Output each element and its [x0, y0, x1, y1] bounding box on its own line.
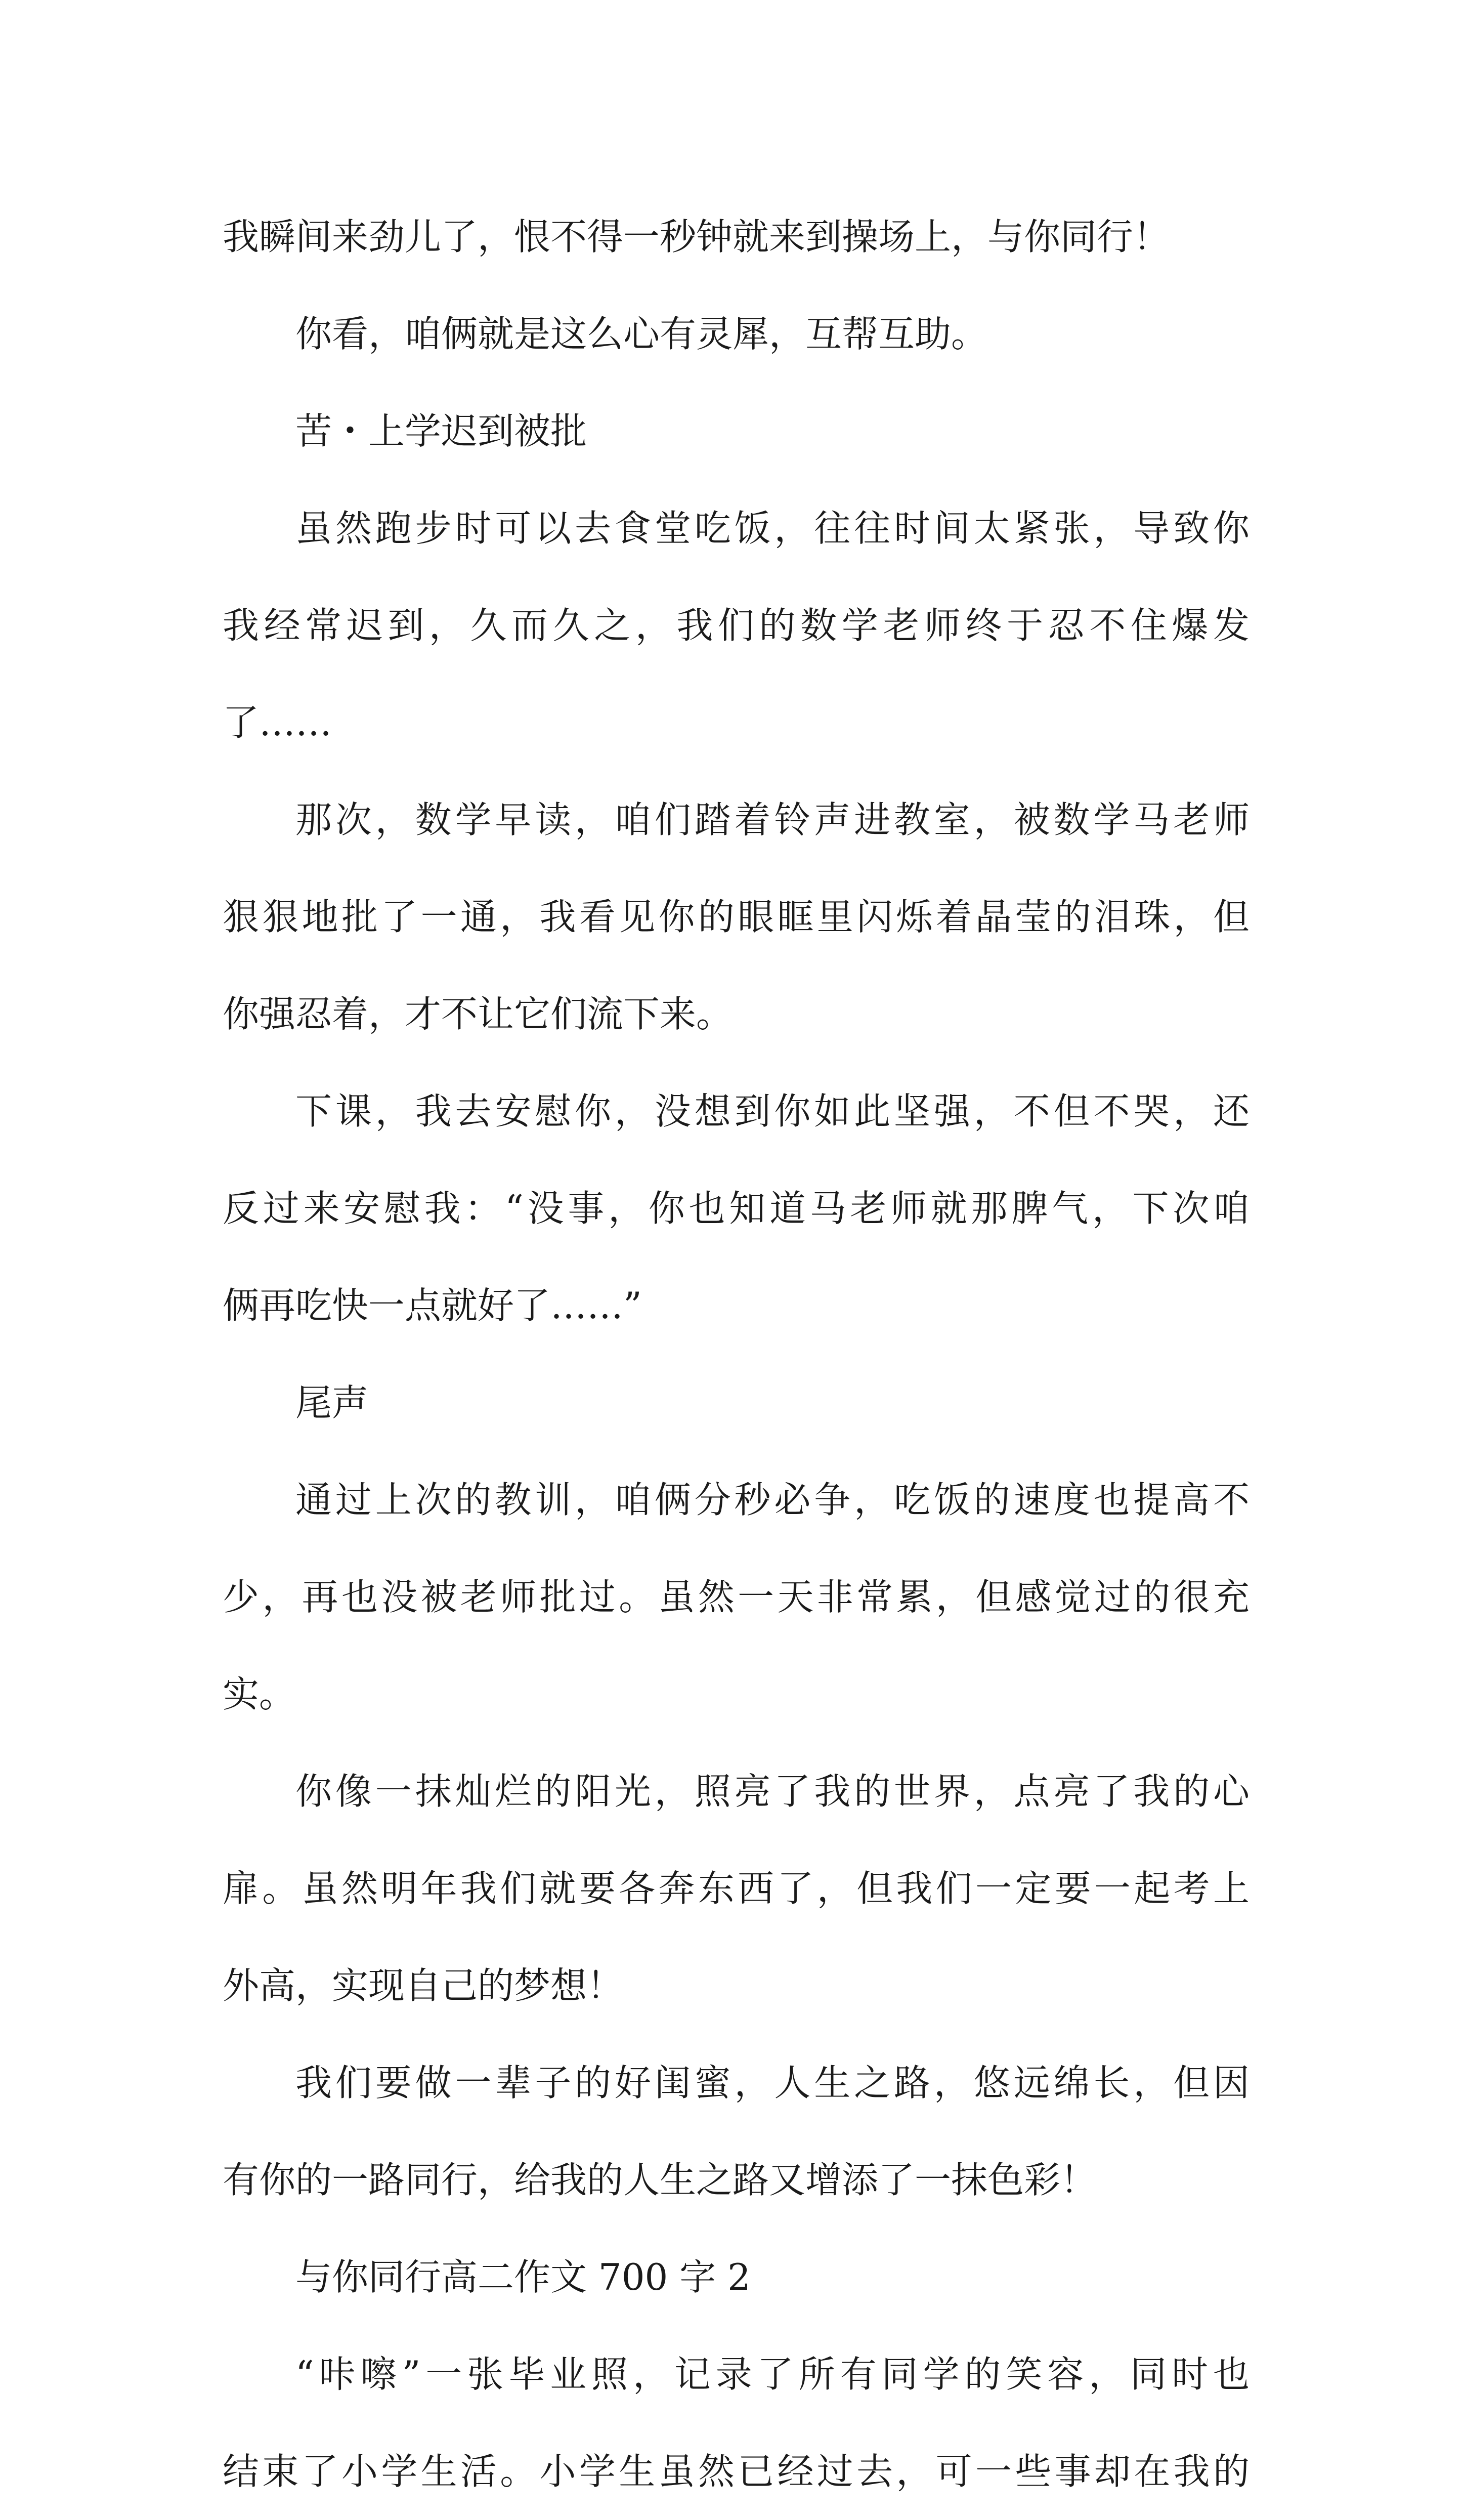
document-body	[223, 188, 1250, 2520]
text-line: 通过上次的教训，咱俩分秒必争，吃饭的速度也提高不	[295, 1479, 1250, 1521]
essay-title: 与你同行高二作文 700 字 2	[295, 2256, 751, 2298]
text-line: 你看，咱俩就是这么心有灵犀，互帮互助。	[295, 313, 988, 355]
text-line: 结束了小学生活。小学生虽然已经过去，可一些事却在我的	[223, 2450, 1250, 2493]
text-line: 少，再也没被老师批过。虽然一天非常累，但感觉过的很充	[223, 1576, 1250, 1618]
text-line: 那次，数学早读，咱们踏着铃声进教室，被数学马老师	[295, 799, 1250, 841]
section-heading: 尾声	[295, 1381, 369, 1424]
text-line: 你像一抹灿烂的阳光，照亮了我的世界，点亮了我的心	[295, 1770, 1250, 1813]
section-heading: 苦・上学迟到被批	[295, 410, 587, 452]
text-line: 你强忍着，才不让它们流下来。	[223, 993, 733, 1035]
text-line: 俩再吃快一点就好了……”	[223, 1284, 642, 1327]
text-line: 我瞬间来劲儿了，恨不得一秒钟就来到操场上，与你同行！	[223, 216, 1170, 258]
text-line: 有你的一路同行，给我的人生之路又增添了一抹色彩！	[223, 2159, 1097, 2201]
text-line: 扉。虽然明年我们就要各奔东西了，但我们一定要一起考上	[223, 1867, 1250, 1910]
text-line: 实。	[223, 1673, 296, 1715]
text-line: 虽然跑步时可以去食堂吃饭，往往时间太紧张，导致你	[295, 507, 1250, 550]
text-line: 下课，我去安慰你，没想到你如此坚强，不但不哭，还	[295, 1090, 1250, 1132]
text-line: 外高，实现自己的梦想！	[223, 1964, 624, 2007]
text-line: “咔嚓”一张毕业照，记录了所有同学的笑容，同时也	[295, 2353, 1250, 2396]
text-line: 狠狠地批了一通，我看见你的眼眶里闪烁着晶莹的泪珠，但	[223, 896, 1250, 938]
text-line: 了……	[223, 701, 332, 744]
text-line: 我们要做一辈子的好闺蜜，人生之路，悠远绵长，但因	[295, 2062, 1250, 2104]
text-line: 我经常迟到，久而久之，我们的数学老师终于忍不住爆发	[223, 604, 1250, 647]
text-line: 反过来安慰我：“没事，你也知道马老师就那脾气，下次咱	[223, 1187, 1250, 1230]
